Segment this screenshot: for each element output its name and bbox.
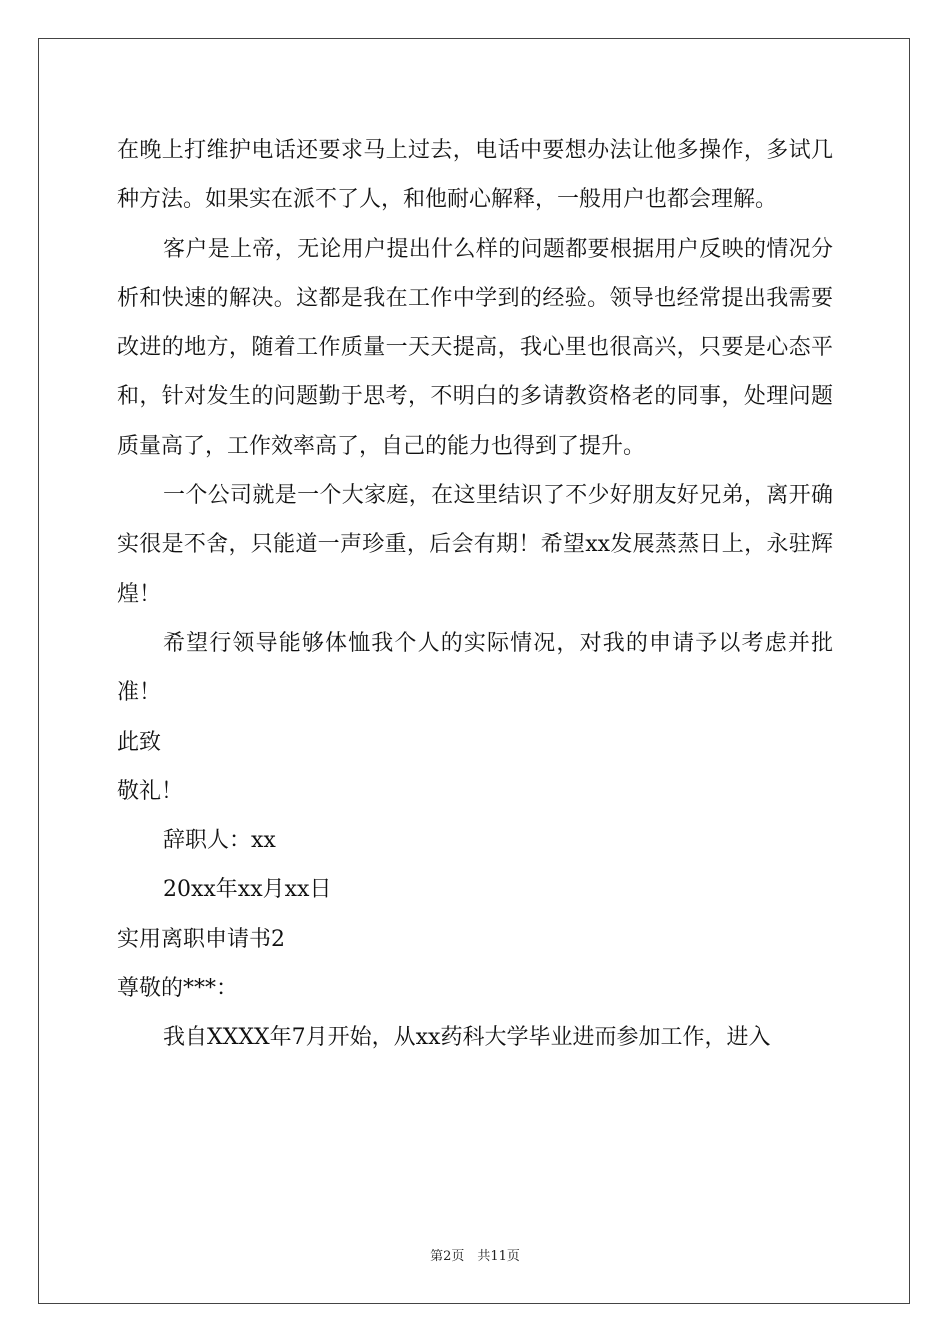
salutation-line: 此致 [117,729,162,755]
regards-line: 敬礼！ [117,778,184,804]
paragraph-4: 希望行领导能够体恤我个人的实际情况，对我的申请予以考虑并批准！ [117,630,833,706]
paragraph-1: 在晚上打维护电话还要求马上过去，电话中要想办法让他多操作，多试几种方法。如果实在派不了人，和他耐心解释，一般用户也都会理解。 [117,138,833,213]
paragraph-2: 客户是上帝，无论用户提出什么样的问题都要根据用户反映的情况分析和快速的解决。这都是我在工作中学到的经验。领导也经常提出我需要改进的地方，随着工作质量一天天提高，我心里也很高兴，只要是心态平和，针对发生的问题勤于思考，不明白的多请教资格老的同事，处理问题质量高了，工作效率高了，自己的能力也得到了提升。 [117,236,833,459]
page-footer: 第2页 共11页 [430,1249,520,1264]
paragraph-5: 我自XXXX年7月开始，从xx药科大学毕业进而参加工作，进入 [163,1025,771,1051]
section-title: 实用离职申请书2 [117,926,285,952]
greeting-line: 尊敬的***： [117,976,239,1002]
paragraph-3: 一个公司就是一个大家庭，在这里结识了不少好朋友好兄弟，离开确实很是不舍，只能道一声珍重，后会有期！希望xx发展蒸蒸日上，永驻辉煌！ [117,483,833,607]
document-body [117,126,833,1063]
signature-line: 辞职人：xx [163,828,276,854]
date-line: 20xx年xx月xx日 [163,877,332,903]
